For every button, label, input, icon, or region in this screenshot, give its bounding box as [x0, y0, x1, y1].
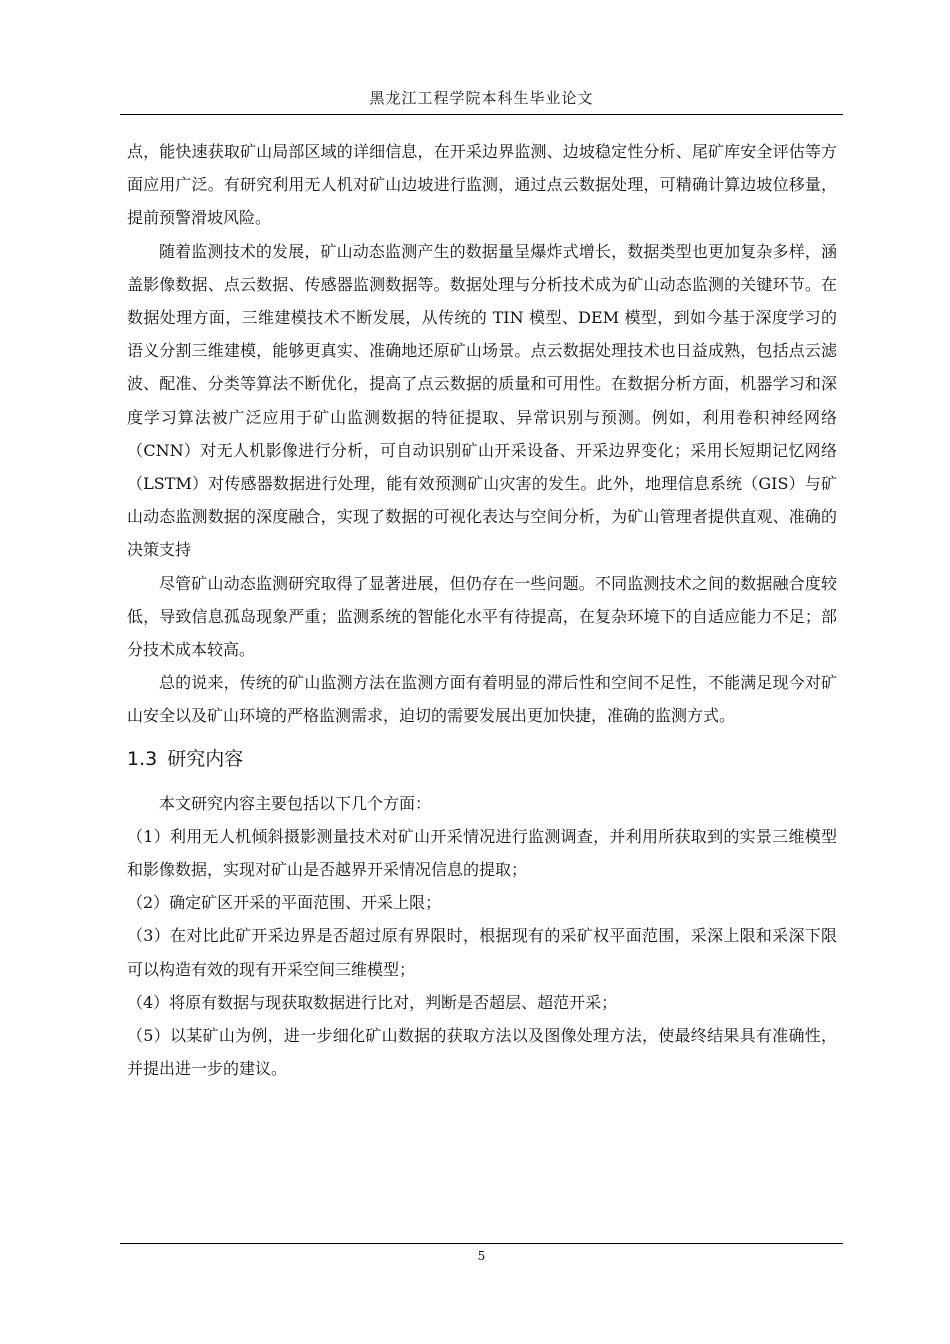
- list-item: （1）利用无人机倾斜摄影测量技术对矿山开采情况进行监测调查，并利用所获取到的实景三维模型和影像数据，实现对矿山是否越界开采情况信息的提取；: [127, 826, 837, 880]
- header-divider: [120, 114, 843, 115]
- list-item: （4）将原有数据与现获取数据进行比对，判断是否超层、超范开采；: [127, 992, 618, 1012]
- page-header-title: 黑龙江工程学院本科生毕业论文: [369, 89, 594, 107]
- footer-divider: [120, 1243, 843, 1244]
- list-item: （5）以某矿山为例，进一步细化矿山数据的获取方法以及图像处理方法，使最终结果具有准确性，并提出进一步的建议。: [127, 1026, 837, 1079]
- paragraph-continuation: 点，能快速获取矿山局部区域的详细信息，在开采边界监测、边坡稳定性分析、尾矿库安全评估等方面应用广泛。有研究利用无人机对矿山边坡进行监测，通过点云数据处理，可精确计算边坡位移量，提前预警滑坡风险。: [127, 142, 837, 228]
- document-body: [127, 135, 837, 1085]
- list-item: （2）确定矿区开采的平面范围、开采上限；: [127, 893, 442, 913]
- paragraph-summary: 总的说来，传统的矿山监测方法在监测方面有着明显的滞后性和空间不足性，不能满足现今对矿山安全以及矿山环境的严格监测需求，迫切的需要发展出更加快捷，准确的监测方式。: [127, 673, 837, 726]
- paragraph-data-processing: 随着监测技术的发展，矿山动态监测产生的数据量呈爆炸式增长，数据类型也更加复杂多样，涵盖影像数据、点云数据、传感器监测数据等。数据处理与分析技术成为矿山动态监测的关键环节。在数据处理方面，三维建模技术不断发展，从传统的 TIN 模型、DEM 模型，到如今基于深度学习的语义分割三维建模，能够更真实、准确地还原矿山场景。点云数据处理技术也日益成熟，包括点云滤波、配准、分类等算法不断优化，提高了点云数据的质量和可用性。在数据分析方面，机器学习和深度学习算法被广泛应用于矿山监测数据的特征提取、异常识别与预测。例如，利用卷积神经网络（CNN）对无人机影像进行分析，可自动识别矿山开采设备、开采边界变化；采用长短期记忆网络（LSTM）对传感器数据进行处理，能有效预测矿山灾害的发生。此外，地理信息系统（GIS）与矿山动态监测数据的深度融合，实现了数据的可视化表达与空间分析，为矿山管理者提供直观、准确的决策支持: [127, 241, 837, 560]
- section-intro: 本文研究内容主要包括以下几个方面：: [159, 793, 432, 813]
- section-heading: [127, 743, 837, 775]
- paragraph-problems: 尽管矿山动态监测研究取得了显著进展，但仍存在一些问题。不同监测技术之间的数据融合度较低，导致信息孤岛现象严重；监测系统的智能化水平有待提高，在复杂环境下的自适应能力不足；部分技术成本较高。: [127, 573, 837, 660]
- list-item: （3）在对比此矿开采边界是否超过原有界限时，根据现有的采矿权平面范围，采深上限和采深下限可以构造有效的现有开采空间三维模型；: [127, 926, 837, 979]
- section-number: 1.3: [127, 747, 158, 770]
- page-number: 5: [477, 1249, 486, 1263]
- section-title: 研究内容: [167, 747, 244, 770]
